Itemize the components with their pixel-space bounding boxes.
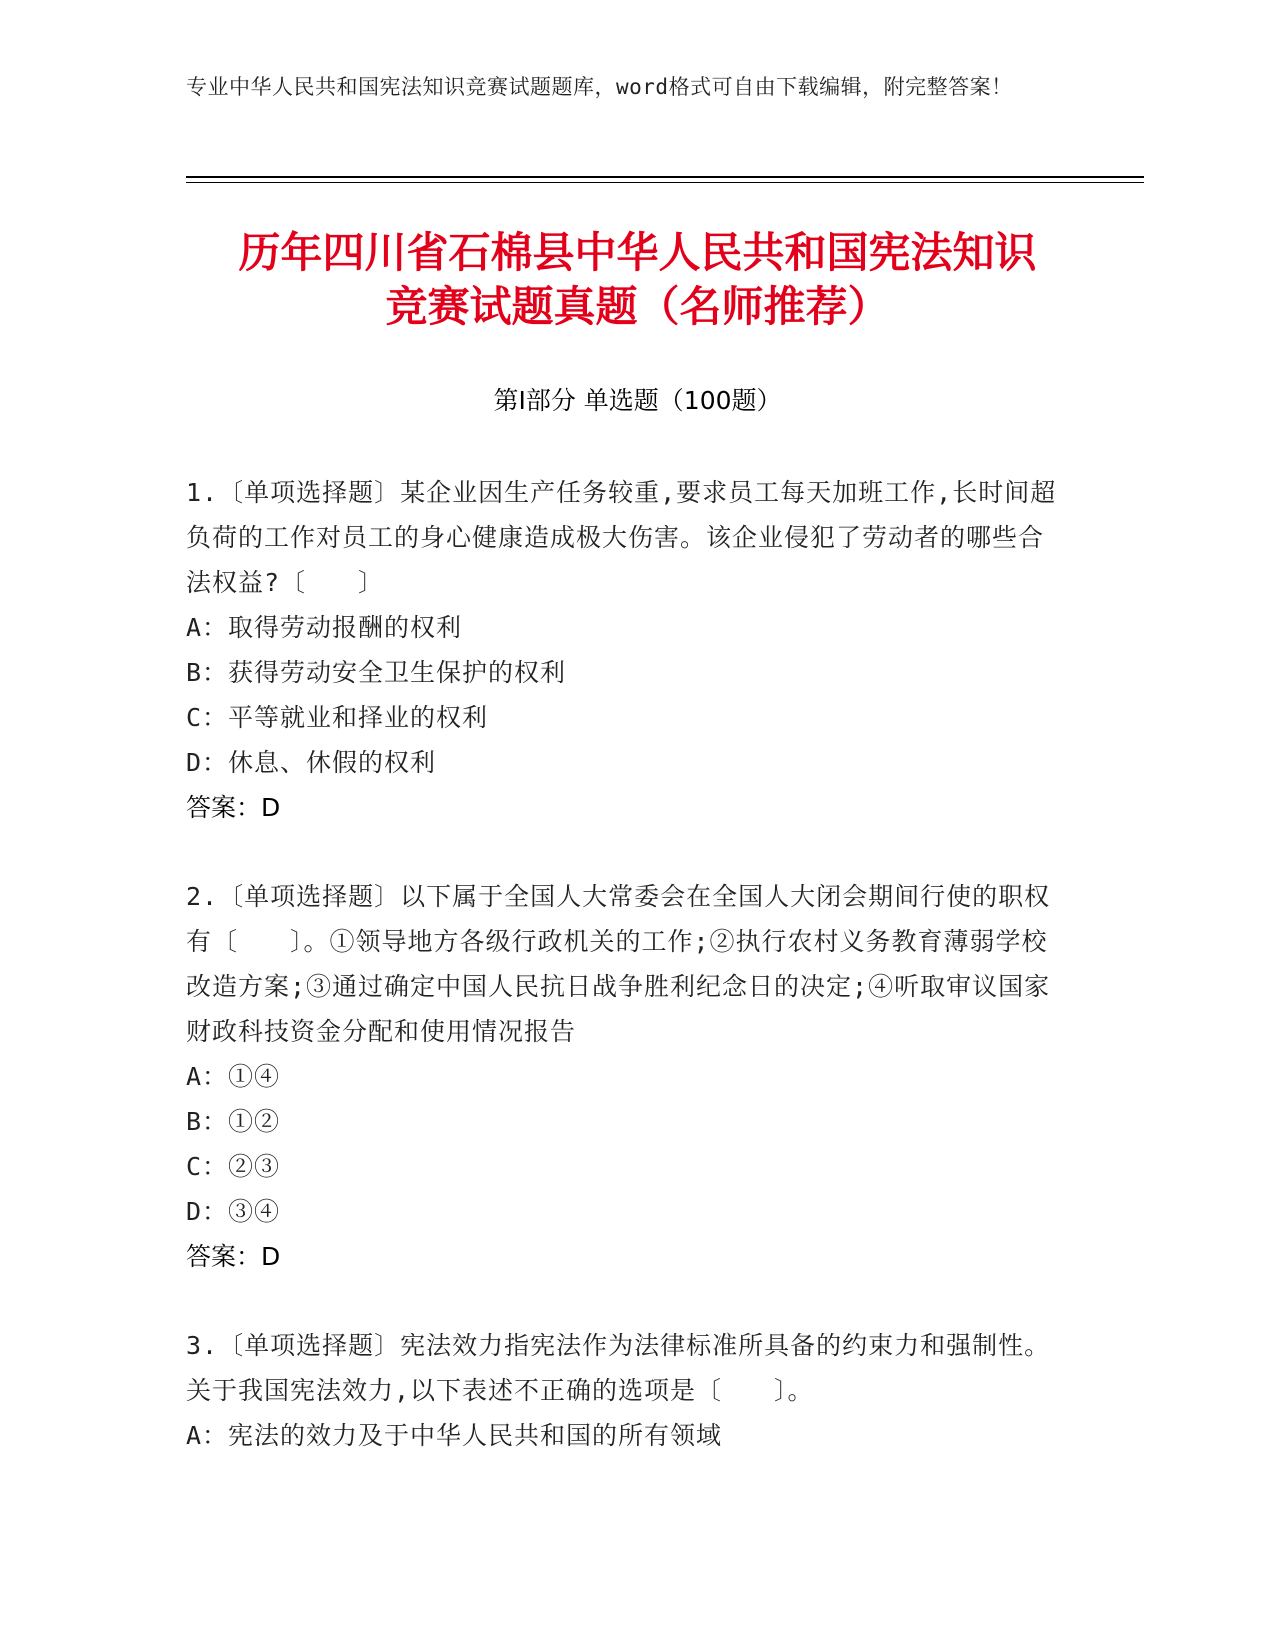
answer: 答案：D: [186, 793, 281, 822]
document-title: [150, 226, 1125, 334]
header-rule-thick: [186, 176, 1144, 178]
question-1: [186, 470, 1066, 830]
question-3: [186, 1323, 1066, 1458]
option-a: A：宪法的效力及于中华人民共和国的所有领域: [186, 1421, 723, 1450]
question-text: 3.〔单项选择题〕宪法效力指宪法作为法律标准所具备的约束力和强制性。关于我国宪法效力,以下表述不正确的选项是〔 〕。: [186, 1331, 1051, 1405]
option-d: D：休息、休假的权利: [186, 748, 437, 777]
question-text: 2.〔单项选择题〕以下属于全国人大常委会在全国人大闭会期间行使的职权有〔 〕。①领导地方各级行政机关的工作;②执行农村义务教育薄弱学校改造方案;③通过确定中国人民抗日战争胜利纪念日的决定;④听取审议国家财政科技资金分配和使用情况报告: [186, 882, 1051, 1046]
option-b: B：获得劳动安全卫生保护的权利: [186, 658, 567, 687]
question-list: [186, 470, 1066, 1502]
option-d: D：③④: [186, 1197, 281, 1226]
header-rule-thin: [186, 182, 1144, 183]
section-heading: 第Ⅰ部分 单选题（100题）: [493, 386, 782, 415]
header-note: 专业中华人民共和国宪法知识竞赛试题题库，word格式可自由下载编辑，附完整答案！: [186, 75, 1013, 99]
option-c: C：平等就业和择业的权利: [186, 703, 489, 732]
question-2: [186, 874, 1066, 1279]
option-a: A：①④: [186, 1062, 281, 1091]
answer: 答案：D: [186, 1242, 281, 1271]
option-b: B：①②: [186, 1107, 281, 1136]
option-a: A：取得劳动报酬的权利: [186, 613, 463, 642]
document-title-line-2: 竞赛试题真题（名师推荐）: [385, 282, 890, 331]
question-text: 1.〔单项选择题〕某企业因生产任务较重,要求员工每天加班工作,长时间超负荷的工作对员工的身心健康造成极大伤害。该企业侵犯了劳动者的哪些合法权益?〔 〕: [186, 478, 1057, 597]
document-title-line-1: 历年四川省石棉县中华人民共和国宪法知识: [238, 228, 1037, 277]
option-c: C：②③: [186, 1152, 281, 1181]
